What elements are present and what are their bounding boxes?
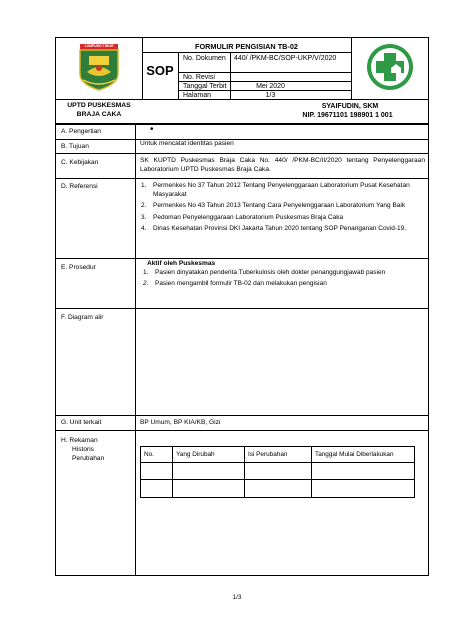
row-line-g bbox=[55, 430, 429, 431]
label-rekaman: H. Rekaman Historis Perubahan bbox=[61, 437, 105, 462]
history-col-yang-dirubah: Yang Dirubah bbox=[173, 447, 245, 463]
label-kebijakan: C. Kebijakan bbox=[61, 159, 99, 166]
meta-value-terbit: Mei 2020 bbox=[256, 83, 285, 90]
meta-label-halaman: Halaman bbox=[183, 91, 212, 99]
sop-label: SOP bbox=[146, 63, 174, 78]
unit-name: UPTD PUSKESMAS BRAJA CAKA bbox=[67, 102, 131, 118]
row-line-c bbox=[55, 178, 429, 179]
page-number: 1/3 bbox=[232, 594, 242, 601]
history-table bbox=[140, 446, 415, 497]
header-divider-right bbox=[351, 37, 352, 99]
label-unit-terkait: G. Unit terkait bbox=[61, 419, 102, 426]
prosedur-heading: Aktif oleh Puskesmas bbox=[147, 260, 216, 267]
label-prosedur: E. Prosedur bbox=[61, 264, 96, 271]
kebijakan-text: SK KUPTD Puskesmas Braja Caka No. 440/ /PKM-BC/II/2020 tentang Penyelenggaraan Laboratorium UPTD Puskesmas Braja Caka. bbox=[140, 157, 425, 173]
label-diagram-alir: F. Diagram alir bbox=[61, 314, 104, 321]
prosedur-item: 2. Pasien mengambil formulir TB-02 dan melakukan pengisian bbox=[143, 279, 327, 287]
meta-value-halaman: 1/3 bbox=[265, 91, 276, 99]
title-underline bbox=[142, 52, 351, 53]
row-line-a bbox=[55, 139, 429, 140]
history-col-tanggal: Tanggal Mulai Diberlakukan bbox=[312, 447, 415, 463]
tujuan-text: Untuk mencatat identitas pasien bbox=[140, 139, 234, 147]
history-col-no: No. bbox=[141, 447, 173, 463]
label-tujuan: B. Tujuan bbox=[61, 143, 89, 150]
label-referensi: D. Referensi bbox=[61, 183, 98, 190]
referensi-item: 2. Permenkes No 43 Tahun 2013 Tentang Cara Penyelenggaraan Laboratorium Yang Baik bbox=[141, 202, 406, 210]
label-pengertian: A. Pengertian bbox=[61, 128, 101, 135]
label-column-divider bbox=[135, 124, 136, 576]
signer-name: SYAIFUDIN, SKM bbox=[321, 103, 379, 110]
referensi-item: 4. Dinas Kesehatan Provinsi DKI Jakarta Tahun 2020 tentang SOP Penanganan Covid-19. bbox=[141, 225, 407, 233]
row-line-e bbox=[55, 308, 429, 309]
pengertian-bullet: • bbox=[150, 124, 154, 135]
puskesmas-cross-logo bbox=[365, 42, 415, 92]
referensi-item: 1. Permenkes No 37 Tahun 2012 Tentang Penyelenggaraan Laboratorium Pusat Kesehatan Masyarakat bbox=[141, 182, 410, 198]
regency-logo bbox=[71, 42, 127, 92]
meta-label-dokumen: No. Dokumen bbox=[183, 55, 226, 62]
row-line-b bbox=[55, 153, 429, 154]
meta-label-terbit: Tanggal Terbit bbox=[183, 83, 227, 90]
sop-divider bbox=[178, 52, 179, 99]
referensi-item: 3. Pedoman Penyelenggaraan Laboratorium Puskesmas Braja Caka bbox=[141, 213, 344, 221]
meta-value-dokumen: 440/ /PKM-BC/SOP-UKP/V/2020 bbox=[234, 55, 337, 62]
referensi-list bbox=[141, 182, 426, 234]
prosedur-item: 1. Pasien dinyatakan penderita Tuberkulosis oleh dokter penanggungjawab pasien bbox=[143, 269, 386, 276]
meta-label-revisi: No. Revisi bbox=[183, 74, 215, 81]
form-title: FORMULIR PENGISIAN TB-02 bbox=[195, 42, 298, 51]
prosedur-list bbox=[143, 269, 423, 288]
row-line-f bbox=[55, 415, 429, 416]
signer-nip: NIP. 19671101 198901 1 001 bbox=[302, 112, 393, 119]
unit-terkait-text: BP Umum, BP KIA/KB, Gizi bbox=[140, 419, 221, 426]
history-col-isi-perubahan: Isi Perubahan bbox=[245, 447, 312, 463]
row-line-d bbox=[55, 258, 429, 259]
logo-banner-text: LAMPUNG TIMUR bbox=[84, 43, 114, 48]
